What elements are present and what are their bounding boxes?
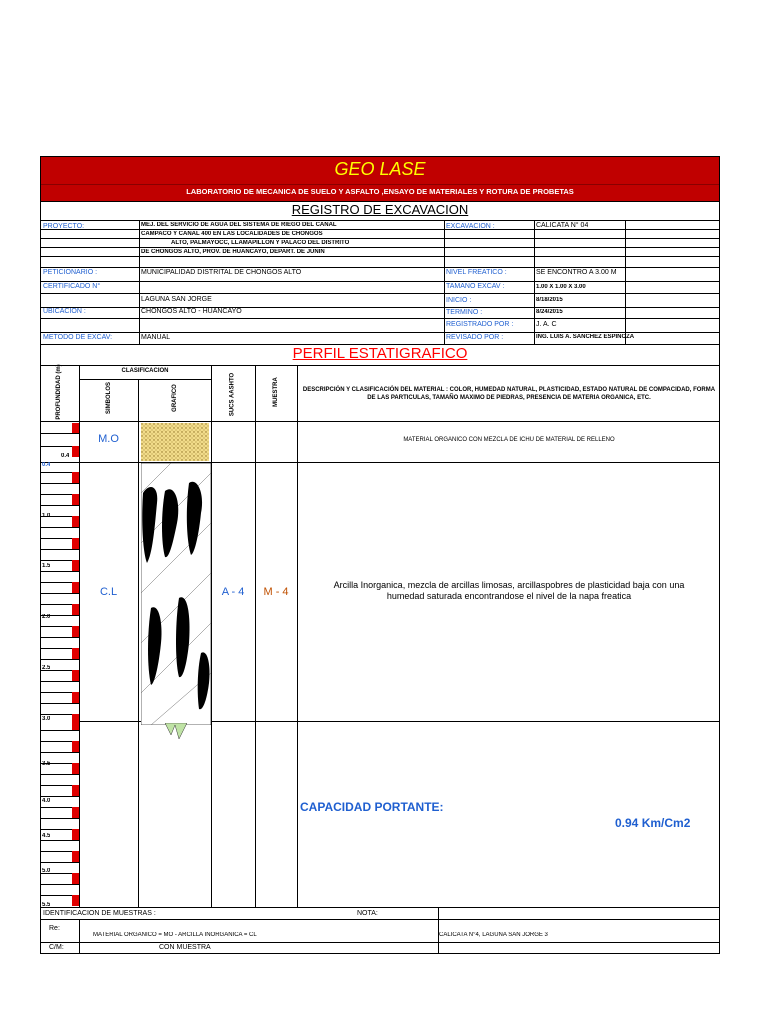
nota-label: NOTA: xyxy=(357,910,378,917)
depth-tick: 1.5 xyxy=(42,563,51,569)
layer1-symbol: M.O xyxy=(98,433,119,445)
depth-tick: 5.0 xyxy=(42,868,51,874)
nivel-freatico-label: NIVEL FREATICO : xyxy=(446,269,507,276)
form-title: REGISTRO DE EXCAVACION xyxy=(291,202,469,217)
peticionario-value: MUNICIPALIDAD DISTRITAL DE CHONGOS ALTO xyxy=(141,269,302,276)
depth-tick: 0.4 xyxy=(61,453,70,459)
profile-title: PERFIL ESTATIGRAFICO xyxy=(292,345,468,362)
depth-tick: 3.0 xyxy=(42,716,51,722)
col-simbolos-header: SIMBOLOS xyxy=(106,382,112,415)
nivel-freatico-value: SE ENCONTRO A 3.00 M xyxy=(536,269,617,276)
ubicacion-line-1: LAGUNA SAN JORGE xyxy=(141,296,212,303)
proyecto-line-1: MEJ. DEL SERVICIO DE AGUA DEL SISTEMA DE RIEGO DEL CANAL xyxy=(141,222,337,228)
inicio-value: 8/18/2015 xyxy=(536,297,563,303)
depth-tick: 1.0 xyxy=(42,513,51,519)
metodo-value: MANUAL xyxy=(141,334,171,341)
col-muestra-header: MUESTRA xyxy=(273,377,279,407)
depth-tick: 2.5 xyxy=(42,665,51,671)
termino-value: 8/24/2015 xyxy=(536,309,563,315)
revisado-value: ING. LUIS A. SANCHEZ ESPINOZA xyxy=(536,334,635,340)
tamano-value: 1.00 X 1.00 X 3.00 xyxy=(536,284,586,290)
depth-tick: 0.4 xyxy=(42,462,51,468)
col-grafico-header: GRAFICO xyxy=(172,384,178,412)
ubicacion-label: UBICACIÓN : xyxy=(43,308,86,315)
wedge-marker-icon xyxy=(165,723,187,741)
layer2-description-line-2: humedad saturada encontrandose el nivel de la napa freatica xyxy=(386,591,632,601)
excavacion-value: CALICATA N° 04 xyxy=(536,222,589,229)
excavacion-label: EXCAVACION : xyxy=(446,223,495,230)
depth-tick: 5.5 xyxy=(42,902,51,908)
termino-label: TERMINO : xyxy=(446,309,483,316)
peticionario-label: PETICIONARIO : xyxy=(43,269,98,276)
tamano-label: TAMAÑO EXCAV : xyxy=(446,283,505,290)
capacidad-portante-label: CAPACIDAD PORTANTE: xyxy=(300,800,444,814)
re-value: MATERIAL ORGANICO = MO - ARCILLA INORGANICA = CL xyxy=(93,932,257,938)
layer2-symbol: C.L xyxy=(99,586,118,598)
nota-value: CALICATA N°4, LAGUNA SAN JORGE 3 xyxy=(439,932,548,938)
ubicacion-line-2: CHONGOS ALTO - HUANCAYO xyxy=(141,308,242,315)
company-title: GEO LASE xyxy=(334,159,426,179)
col-clasificacion-header: CLASIFICACION xyxy=(121,368,169,374)
lab-subtitle: LABORATORIO DE MECANICA DE SUELO Y ASFALTO ,ENSAYO DE MATERIALES Y ROTURA DE PROBETAS xyxy=(186,187,574,196)
layer2-description-line-1: Arcilla Inorganica, mezcla de arcillas limosas, arcillaspobres de plasticidad baja con una xyxy=(333,580,685,590)
depth-tick: 4.0 xyxy=(42,798,51,804)
cm-value: CON MUESTRA xyxy=(159,944,211,951)
depth-tick: 4.5 xyxy=(42,833,51,839)
col-description-header: DESCRIPCIÓN Y CLASIFICACIÓN DEL MATERIAL : COLOR, HUMEDAD NATURAL, PLASTICIDAD, ESTADO NATURAL DE COMPACIDAD, FORMA DE LAS PARTICULAS, TAMAÑO MAXIMO DE PIEDRAS, PRESENCIA DE MATERIA ORGANICA, ETC. xyxy=(302,387,716,401)
depth-tick: 2.0 xyxy=(42,614,51,620)
col-sucs-header: SUCS AASHTO xyxy=(229,372,236,417)
clay-layer-graphic xyxy=(141,463,211,725)
proyecto-label: PROYECTO: xyxy=(43,223,85,230)
capacidad-portante-value: 0.94 Km/Cm2 xyxy=(615,816,691,830)
layer2-muestra: M - 4 xyxy=(263,586,289,598)
layer2-sucs: A - 4 xyxy=(221,586,245,598)
ident-muestras-label: IDENTIFICACION DE MUESTRAS : xyxy=(43,910,156,917)
excavation-record-sheet xyxy=(40,156,720,954)
organic-layer-graphic xyxy=(141,423,209,461)
proyecto-line-3: ALTO, PALMAYOCC, LLAMAPILLON Y PALACO DEL DISTRITO xyxy=(171,240,350,246)
proyecto-line-4: DE CHONGOS ALTO, PROV. DE HUANCAYO, DEPART. DE JUNIN xyxy=(141,249,325,255)
registrado-label: REGISTRADO POR : xyxy=(446,321,514,328)
depth-tick: 3.5 xyxy=(42,761,51,767)
revisado-label: REVISADO POR : xyxy=(446,334,504,341)
col-depth-header: PROFUNDIDAD (m) xyxy=(56,364,62,420)
layer1-description: MATERIAL ORGANICO CON MEZCLA DE ICHU DE MATERIAL DE RELLENO xyxy=(403,437,615,443)
registrado-value: J. A. C xyxy=(536,321,557,328)
certificado-label: CERTIFICADO N° xyxy=(43,283,101,290)
inicio-label: INICIO : xyxy=(446,297,472,304)
cm-label: C/M: xyxy=(49,944,64,951)
metodo-label: METODO DE EXCAV: xyxy=(43,334,113,341)
re-label: Re: xyxy=(49,925,60,932)
proyecto-line-2: CAMPACO Y CANAL 400 EN LAS LOCALIDADES DE CHONGOS xyxy=(141,231,323,237)
